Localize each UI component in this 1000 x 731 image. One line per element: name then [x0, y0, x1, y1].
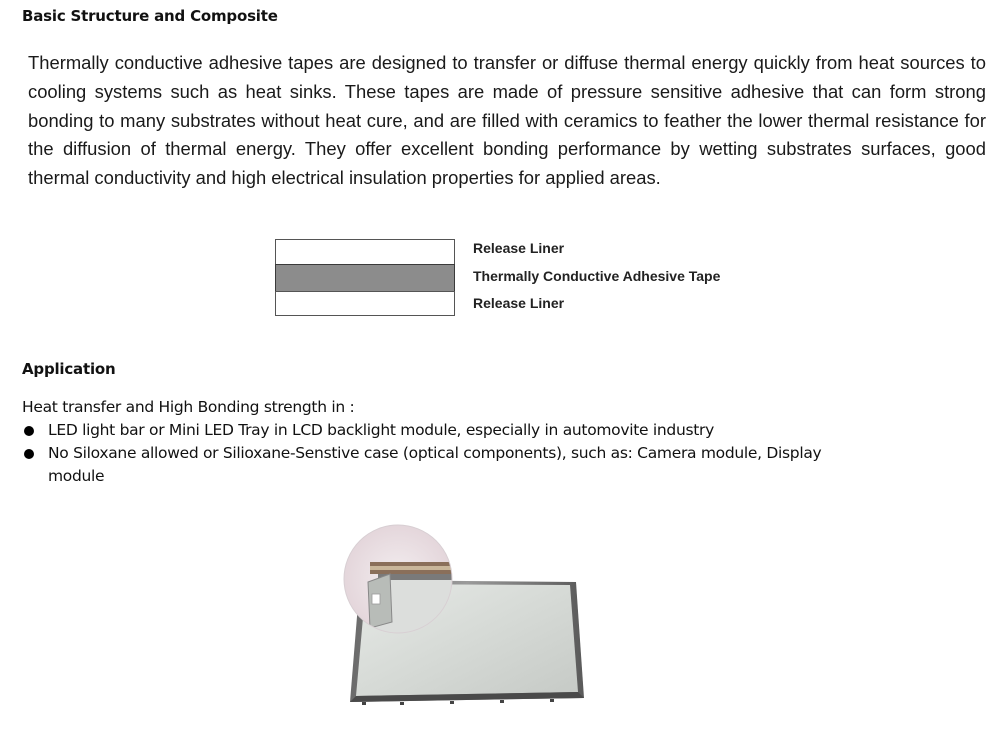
- layer-structure-diagram: [275, 238, 755, 316]
- list-item: [22, 442, 882, 488]
- layer-release-liner-top: [275, 239, 455, 265]
- list-item-text: No Siloxane allowed or Silioxane-Senstive case (optical components), such as: Camera module, Display module: [48, 444, 822, 485]
- section-heading-application: Application: [22, 360, 116, 378]
- lcd-backlight-module-icon: [340, 522, 590, 707]
- list-item-text: LED light bar or Mini LED Tray in LCD backlight module, especially in automovite industry: [48, 421, 714, 439]
- application-text: [22, 396, 882, 488]
- lcd-backlight-module-image: [340, 522, 590, 707]
- bullet-icon: [24, 449, 34, 459]
- application-intro: Heat transfer and High Bonding strength in :: [22, 398, 355, 416]
- layer-adhesive-tape: [275, 264, 455, 292]
- layer-label-middle: Thermally Conductive Adhesive Tape: [473, 268, 721, 284]
- layer-label-bottom: Release Liner: [473, 295, 565, 311]
- list-item: [22, 419, 882, 442]
- description-paragraph: Thermally conductive adhesive tapes are designed to transfer or diffuse thermal energy quickly from heat sources to cooling systems such as heat sinks. These tapes are made of pressure sensitive adhesive that can form strong bonding to many substrates without heat cure, and are filled with ceramics to feather the lower thermal resistance for the diffusion of thermal energy. They offer excellent bonding performance by wetting substrates surfaces, good thermal conductivity and high electrical insulation properties for applied areas.: [28, 52, 986, 189]
- application-list: [22, 419, 882, 488]
- layer-label-top: Release Liner: [473, 240, 565, 256]
- bullet-icon: [24, 426, 34, 436]
- section-heading-basic-structure: Basic Structure and Composite: [22, 7, 278, 25]
- layer-release-liner-bottom: [275, 291, 455, 316]
